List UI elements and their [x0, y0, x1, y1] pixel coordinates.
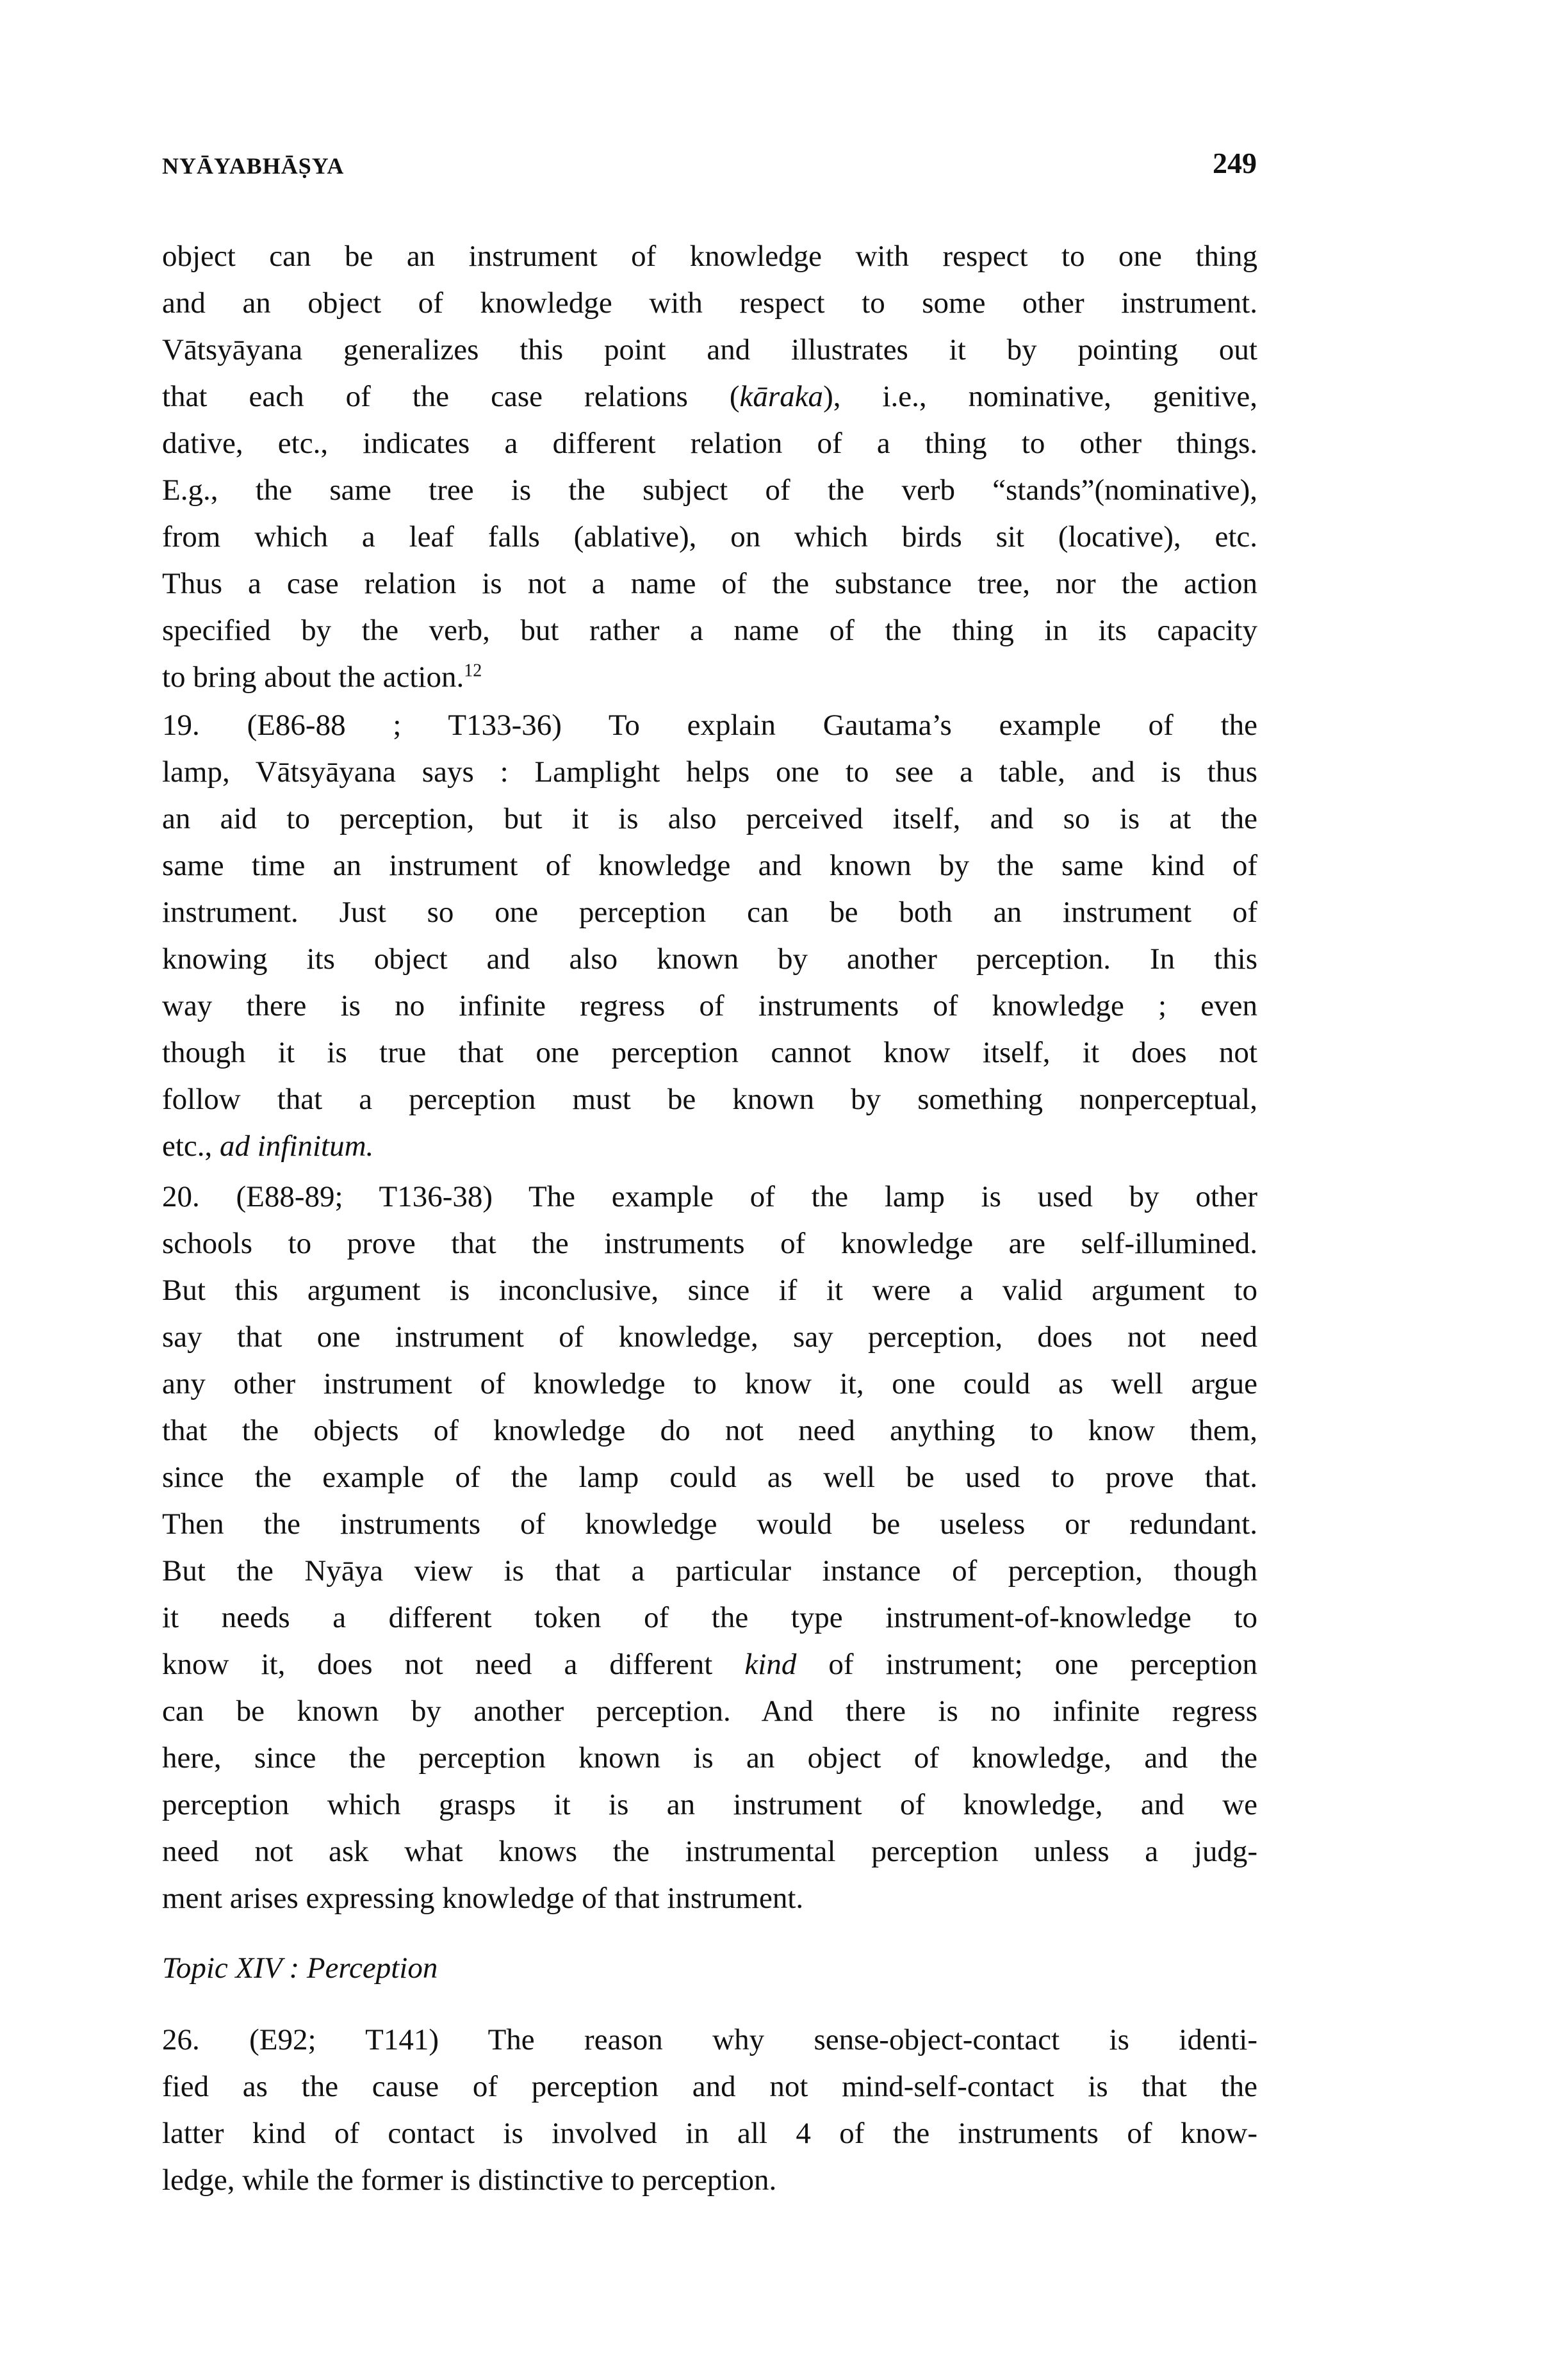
text-span: 19. (E86-88 ; T133-36) To explain Gautama’s example of the [162, 709, 1257, 742]
text-span: ), i.e., nominative, genitive, [823, 380, 1258, 413]
text-span: dative, etc., indicates a different relation of a thing to other things. [162, 427, 1257, 460]
text-span: object can be an instrument of knowledge with respect to one thing [162, 240, 1257, 273]
text-line [162, 1782, 1257, 1828]
text-line [162, 1030, 1257, 1076]
text-line [162, 420, 1257, 467]
text-span: same time an instrument of knowledge and known by the same kind of [162, 849, 1257, 882]
text-span: perception which grasps it is an instrument of knowledge, and we [162, 1788, 1257, 1821]
text-span: Thus a case relation is not a name of the substance tree, nor the action [162, 567, 1257, 600]
text-span: specified by the verb, but rather a name of the thing in its capacity [162, 614, 1257, 647]
italic-text: ad infinitum. [220, 1129, 374, 1163]
text-line [162, 1828, 1257, 1875]
text-line [162, 327, 1257, 373]
text-line [162, 373, 1257, 420]
text-line [162, 796, 1257, 842]
paragraph-19 [162, 702, 1257, 1170]
text-line [162, 842, 1257, 889]
text-line [162, 1454, 1257, 1501]
text-span: and an object of knowledge with respect to some other instrument. [162, 286, 1257, 320]
text-span: follow that a perception must be known by something nonperceptual, [162, 1083, 1257, 1116]
text-line [162, 889, 1257, 936]
topic-heading: Topic XIV : Perception [162, 1951, 438, 1985]
italic-text: kāraka [739, 380, 824, 413]
text-span: an aid to perception, but it is also perceived itself, and so is at the [162, 802, 1257, 835]
text-span: 26. (E92; T141) The reason why sense-object-contact is identi- [162, 2023, 1257, 2056]
text-span: But the Nyāya view is that a particular instance of perception, though [162, 1554, 1257, 1588]
text-span: that the objects of knowledge do not need anything to know them, [162, 1414, 1257, 1447]
text-line [162, 1641, 1257, 1688]
text-line [162, 1076, 1257, 1123]
text-span: 20. (E88-89; T136-38) The example of the lamp is used by other [162, 1180, 1257, 1213]
text-span: since the example of the lamp could as well be used to prove that. [162, 1461, 1257, 1494]
text-line [162, 749, 1257, 796]
text-line [162, 2110, 1257, 2157]
text-span: E.g., the same tree is the subject of the verb “stands”(nominative), [162, 473, 1257, 507]
text-line [162, 2017, 1257, 2064]
text-line [162, 280, 1257, 327]
text-line [162, 1501, 1257, 1548]
text-span: know it, does not need a different [162, 1648, 745, 1681]
text-line [162, 1548, 1257, 1595]
text-line [162, 702, 1257, 749]
text-line [162, 654, 1257, 701]
text-line [162, 1407, 1257, 1454]
footnote-ref: 12 [464, 661, 482, 681]
text-span: ment arises expressing knowledge of that instrument. [162, 1882, 804, 1915]
text-line [162, 1595, 1257, 1641]
text-span: Then the instruments of knowledge would be useless or redundant. [162, 1507, 1257, 1541]
text-line [162, 2157, 1257, 2204]
text-span: of instrument; one perception [796, 1648, 1257, 1681]
text-span: that each of the case relations ( [162, 380, 740, 413]
text-line [162, 983, 1257, 1030]
text-span: here, since the perception known is an object of knowledge, and the [162, 1741, 1257, 1775]
text-line [162, 1688, 1257, 1735]
text-span: ledge, while the former is distinctive to perception. [162, 2163, 777, 2197]
text-span: to bring about the action. [162, 661, 464, 694]
paragraph-20 [162, 1174, 1257, 1922]
text-span: fied as the cause of perception and not mind-self-contact is that the [162, 2070, 1257, 2103]
text-line [162, 1735, 1257, 1782]
text-line [162, 1361, 1257, 1407]
running-title: NYĀYABHĀṢYA [162, 153, 345, 179]
paragraph-continuation [162, 233, 1257, 701]
text-span: say that one instrument of knowledge, say perception, does not need [162, 1320, 1257, 1354]
text-line [162, 1123, 1257, 1170]
text-line [162, 514, 1257, 561]
text-span: need not ask what knows the instrumental perception unless a judg- [162, 1835, 1257, 1868]
page-number: 249 [1213, 147, 1257, 179]
text-span: way there is no infinite regress of instruments of knowledge ; even [162, 989, 1257, 1022]
text-line [162, 233, 1257, 280]
text-span: any other instrument of knowledge to know it, one could as well argue [162, 1367, 1257, 1400]
text-line [162, 1174, 1257, 1220]
text-line [162, 1267, 1257, 1314]
text-span: can be known by another perception. And there is no infinite regress [162, 1695, 1257, 1728]
italic-text: kind [744, 1648, 797, 1681]
text-span: lamp, Vātsyāyana says : Lamplight helps one to see a table, and is thus [162, 755, 1257, 789]
text-line [162, 467, 1257, 514]
text-span: from which a leaf falls (ablative), on which birds sit (locative), etc. [162, 520, 1257, 554]
text-line [162, 561, 1257, 607]
text-span: it needs a different token of the type instrument-of-knowledge to [162, 1601, 1257, 1634]
text-span: But this argument is inconclusive, since if it were a valid argument to [162, 1274, 1257, 1307]
text-line [162, 607, 1257, 654]
text-span: instrument. Just so one perception can be both an instrument of [162, 896, 1257, 929]
text-line [162, 936, 1257, 983]
text-span: latter kind of contact is involved in all 4 of the instruments of know- [162, 2117, 1257, 2150]
text-span: etc., [162, 1129, 220, 1163]
text-span: knowing its object and also known by another perception. In this [162, 942, 1257, 976]
text-line [162, 1220, 1257, 1267]
text-line [162, 2064, 1257, 2110]
text-span: schools to prove that the instruments of knowledge are self-illumined. [162, 1227, 1257, 1260]
text-span: though it is true that one perception cannot know itself, it does not [162, 1036, 1257, 1069]
text-line [162, 1875, 1257, 1922]
paragraph-26 [162, 2017, 1257, 2204]
text-span: Vātsyāyana generalizes this point and illustrates it by pointing out [162, 333, 1257, 366]
text-line [162, 1314, 1257, 1361]
